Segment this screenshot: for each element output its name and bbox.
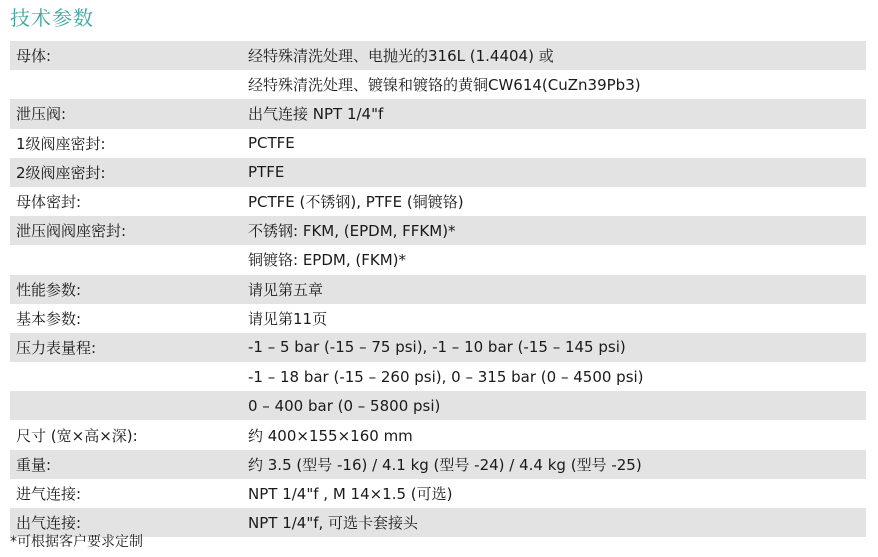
section-title: 技术参数 [10, 6, 94, 30]
table-row [10, 391, 866, 420]
table-row [10, 99, 866, 128]
row-label: 2级阀座密封: [16, 163, 106, 182]
table-row [10, 245, 866, 274]
row-value: 请见第五章 [248, 280, 324, 299]
row-label: 母体: [16, 47, 52, 66]
row-label: 泄压阀阀座密封: [16, 222, 127, 241]
row-label: 压力表量程: [16, 338, 97, 357]
row-value: 铜镀铬: EPDM, (FKM)* [248, 251, 406, 270]
row-value: 经特殊清洗处理、电抛光的316L (1.4404) 或 [248, 47, 554, 66]
row-label: 母体密封: [16, 193, 82, 212]
row-value: -1 – 5 bar (-15 – 75 psi), -1 – 10 bar (-15 – 145 psi) [248, 338, 626, 357]
table-row [10, 129, 866, 158]
table-row [10, 304, 866, 333]
row-value: 约 400×155×160 mm [248, 426, 413, 445]
table-row [10, 187, 866, 216]
table-row [10, 275, 866, 304]
row-label: 基本参数: [16, 309, 82, 328]
table-row [10, 333, 866, 362]
row-label: 1级阀座密封: [16, 134, 106, 153]
row-value: 不锈钢: FKM, (EPDM, FFKM)* [248, 222, 456, 241]
row-value: -1 – 18 bar (-15 – 260 psi), 0 – 315 bar (0 – 4500 psi) [248, 367, 644, 386]
table-row [10, 70, 866, 99]
table-row [10, 450, 866, 479]
table-row [10, 158, 866, 187]
table-row [10, 479, 866, 508]
row-value: 约 3.5 (型号 -16) / 4.1 kg (型号 -24) / 4.4 kg (型号 -25) [248, 455, 642, 474]
footnote: *可根据客户要求定制 [10, 534, 143, 550]
row-value: NPT 1/4"f , M 14×1.5 (可选) [248, 484, 453, 503]
row-value: 0 – 400 bar (0 – 5800 psi) [248, 396, 441, 415]
row-value: 请见第11页 [248, 309, 328, 328]
row-value: PCTFE (不锈钢), PTFE (铜镀铬) [248, 193, 464, 212]
table-row [10, 362, 866, 391]
row-value: NPT 1/4"f, 可选卡套接头 [248, 514, 419, 533]
table-row [10, 420, 866, 449]
row-label: 进气连接: [16, 484, 82, 503]
row-value: 经特殊清洗处理、镀镍和镀铬的黄铜CW614(CuZn39Pb3) [248, 76, 641, 95]
table-row [10, 41, 866, 70]
row-label: 尺寸 (宽×高×深): [16, 426, 138, 445]
row-label: 泄压阀: [16, 105, 67, 124]
row-value: PCTFE [248, 134, 295, 153]
row-label: 出气连接: [16, 514, 82, 533]
spec-table [10, 41, 866, 537]
row-label: 性能参数: [16, 280, 82, 299]
table-row [10, 216, 866, 245]
row-label: 重量: [16, 455, 52, 474]
row-value: PTFE [248, 163, 285, 182]
row-value: 出气连接 NPT 1/4"f [248, 105, 384, 124]
